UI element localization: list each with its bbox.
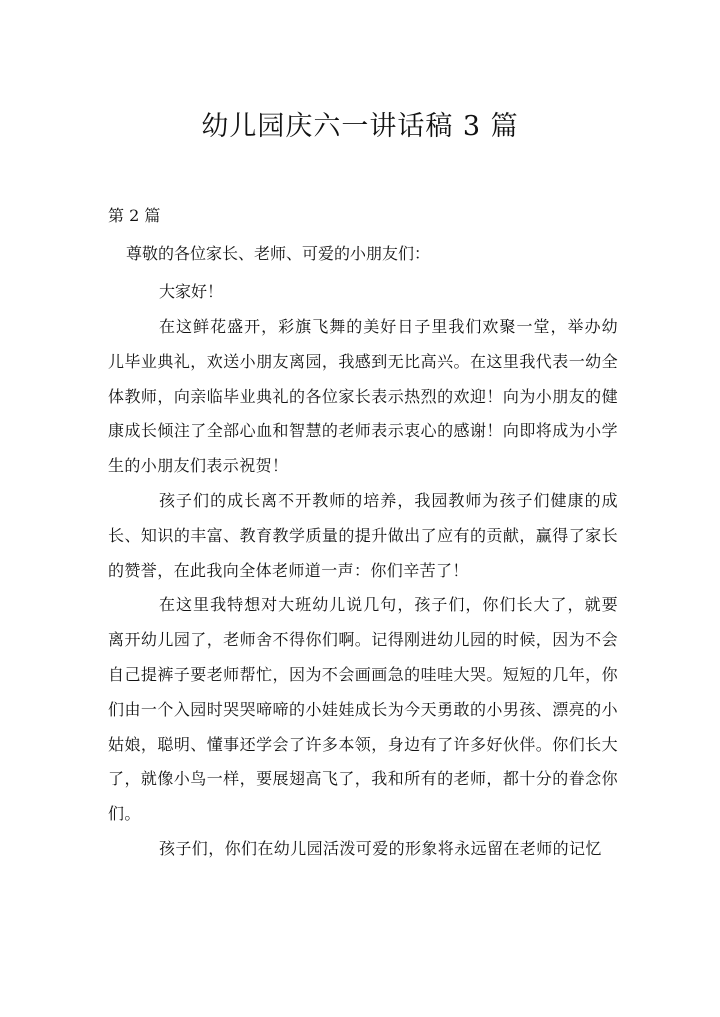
paragraph: 在这鲜花盛开，彩旗飞舞的美好日子里我们欢聚一堂，举办幼儿毕业典礼，欢送小朋友离园，我感到无比高兴。在这里我代表一幼全体教师，向亲临毕业典礼的各位家长表示热烈的欢迎！向为小朋友的健康成长倾注了全部心血和智慧的老师表示衷心的感谢！向即将成为小学生的小朋友们表示祝贺！	[108, 317, 618, 476]
paragraph: 孩子们，你们在幼儿园活泼可爱的形象将永远留在老师的记忆	[159, 838, 602, 858]
document-body	[108, 236, 618, 867]
salutation: 尊敬的各位家长、老师、可爱的小朋友们：	[126, 244, 431, 263]
section-label: 第 2 篇	[108, 206, 161, 225]
greeting: 大家好！	[159, 282, 224, 301]
paragraph: 孩子们的成长离不开教师的培养，我园教师为孩子们健康的成长、知识的丰富、教育教学质量的提升做出了应有的贡献，赢得了家长的赞誉，在此我向全体老师道一声：你们辛苦了！	[108, 490, 618, 580]
document-title: 幼儿园庆六一讲话稿 3 篇	[201, 111, 519, 142]
paragraph: 在这里我特想对大班幼儿说几句，孩子们，你们长大了，就要离开幼儿园了，老师舍不得你们啊。记得刚进幼儿园的时候，因为不会自己提裤子要老师帮忙，因为不会画画急的哇哇大哭。短短的几年，你们由一个入园时哭哭啼啼的小娃娃成长为今天勇敢的小男孩、漂亮的小姑娘，聪明、懂事还学会了许多本领，身边有了许多好伙伴。你们长大了，就像小鸟一样，要展翅高飞了，我和所有的老师，都十分的眷念你们。	[108, 595, 618, 824]
